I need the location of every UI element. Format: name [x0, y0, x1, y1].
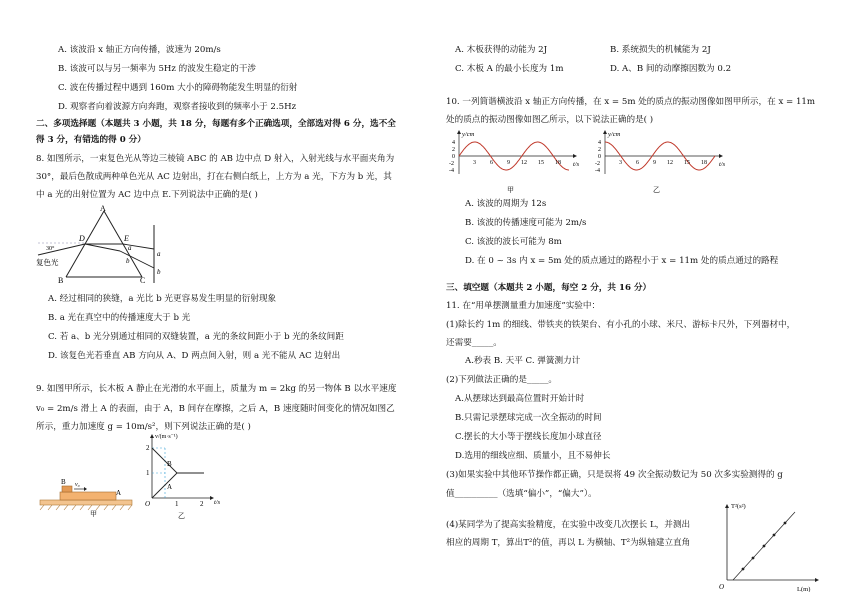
block-label-b: B: [61, 478, 66, 486]
q8-option-b: B. a 光在真空中的传播速度大于 b 光: [48, 313, 191, 323]
q8-stem-3: 中 a 光的出射位置为 AC 边中点 E.下列说法中正确的是( ): [36, 190, 258, 200]
vt-ytick-2: 2: [146, 444, 150, 452]
q11-line-4: A.秒表 B. 天平 C. 弹簧测力计: [465, 356, 581, 366]
q8-option-c: C. 若 a、b 光分别通过相同的双缝装置，a 光的条纹间距小于 b 光的条纹间距: [48, 332, 344, 342]
q9-option-d: D. A、B 间的动摩擦因数为 0.2: [610, 64, 732, 74]
section-3-title: 三、填空题（本题共 2 小题，每空 2 分，共 16 分）: [446, 283, 652, 293]
vib-yi-xtick-18: 18: [701, 160, 707, 166]
vt-ytick-1: 1: [146, 469, 150, 477]
q7-option-d: D. 观察者向着波源方向奔跑，观察者接收到的频率小于 2.5Hz: [58, 102, 297, 112]
q11-line-10: (3)如果实验中其他环节操作都正确，只是误将 49 次全振动数记为 50 次多实验测得的 g: [446, 470, 783, 480]
q7-option-c: C. 波在传播过程中遇到 160m 大小的障碍物能发生明显的衍射: [58, 83, 298, 93]
vib-yi-ylabel: y/cm: [608, 131, 621, 138]
q9-stem-2: v₀ = 2m/s 滑上 A 的表面，由于 A，B 间存在摩擦，之后 A，B 速度随时间变化的情况如图乙: [36, 404, 395, 414]
q11-line-8: C.摆长的大小等于摆线长度加小球直径: [455, 432, 602, 442]
prism-label-b2: b: [157, 268, 161, 276]
section-2-title: 二、多项选择题（本题共 3 小题，共 18 分，每题有多个正确选项，全部选对得 6 分，选不全: [36, 119, 396, 129]
prism-angle: 30°: [46, 246, 55, 252]
q10-option-d: D. 在 0 ~ 3s 内 x = 5m 处的质点通过的路程小于 x = 11m 处的质点通过的路程: [465, 256, 779, 266]
q11-line-2: (1)除长约 1m 的细线、带铁夹的铁架台、有小孔的小球、米尺、游标卡尺外，下列器材中，: [446, 320, 796, 330]
vt-origin: O: [145, 500, 151, 508]
prism-label-b1: b: [126, 257, 130, 265]
vt-graph: [140, 430, 240, 530]
q9-option-a: A. 木板获得的动能为 2J: [455, 45, 548, 55]
figure-caption-jia: 甲: [90, 510, 97, 518]
prism-label-c: C: [140, 276, 146, 285]
vib-jia-ytick-m4: -4: [449, 168, 454, 174]
vib-yi-ytick-m4: -4: [595, 168, 600, 174]
q11-line-6: A.从摆球达到最高位置时开始计时: [455, 394, 585, 404]
prism-light-label: 复色光: [36, 258, 59, 267]
vib-jia-ytick-0: 0: [452, 154, 455, 160]
q9-stem-1: 9. 如图甲所示，长木板 A 静止在光滑的水平面上，质量为 m = 2kg 的另一物体 B 以水平速度: [36, 384, 397, 394]
prism-figure: [36, 203, 176, 285]
vib-yi-xtick-9: 9: [653, 160, 656, 166]
block-label-a: A: [116, 489, 122, 497]
vib-jia-xtick-15: 15: [538, 160, 544, 166]
vib-yi-ytick-4: 4: [598, 140, 601, 146]
q8-stem-1: 8. 如图所示，一束复色光从等边三棱镜 ABC 的 AB 边中点 D 射入，入射光线与水平面夹角为: [36, 154, 395, 164]
t2-ylabel: T²(s²): [731, 503, 746, 510]
vib-caption-yi: 乙: [653, 186, 660, 194]
right-column: [435, 0, 860, 595]
q9-option-b: B. 系统损失的机械能为 2J: [610, 45, 711, 55]
vib-yi-ytick-m2: -2: [595, 161, 600, 167]
vt-label-b: B: [167, 460, 172, 468]
q9-option-c: C. 木板 A 的最小长度为 1m: [455, 64, 564, 74]
vib-jia-ylabel: y/cm: [462, 131, 475, 138]
vib-yi-xtick-3: 3: [619, 160, 622, 166]
q10-option-c: C. 该波的波长可能为 8m: [465, 237, 562, 247]
vib-yi-xlabel: t/s: [719, 161, 726, 168]
vt-xtick-2: 2: [200, 500, 204, 508]
vib-jia-xlabel: t/s: [573, 161, 580, 168]
figure-caption-yi: 乙: [178, 512, 185, 520]
vib-caption-jia: 甲: [507, 186, 514, 194]
q8-option-d: D. 该复色光若垂直 AB 方向从 A、D 两点间入射，则 a 光不能从 AC 边射出: [48, 351, 341, 361]
q11-line-1: 11. 在“用单摆测量重力加速度”实验中：: [446, 301, 601, 311]
q7-option-b: B. 该波可以与另一频率为 5Hz 的波发生稳定的干涉: [58, 64, 257, 74]
vib-jia-xtick-9: 9: [507, 160, 510, 166]
q10-option-b: B. 该波的传播速度可能为 2m/s: [465, 218, 587, 228]
block-label-v0: v₀: [75, 482, 80, 488]
vib-yi-ytick-0: 0: [598, 154, 601, 160]
vib-yi-ytick-2: 2: [598, 147, 601, 153]
q8-option-a: A. 经过相同的狭缝，a 光比 b 光更容易发生明显的衍射现象: [48, 294, 277, 304]
prism-label-a: A: [100, 204, 106, 213]
vib-yi-xtick-6: 6: [636, 160, 639, 166]
q11-line-7: B.只需记录摆球完成一次全振动的时间: [455, 413, 602, 423]
prism-label-b: B: [58, 276, 64, 285]
vib-jia-xtick-3: 3: [473, 160, 476, 166]
q10-stem-1: 10. 一列简谐横波沿 x 轴正方向传播，在 x = 5m 处的质点的振动图像如图甲所示，在 x = 11m: [446, 97, 816, 107]
q11-line-11: 值__________（选填“偏小”，“偏大”）。: [446, 489, 597, 499]
q8-stem-2: 30°，最后色散成两种单色光从 AC 边射出，打在右侧白纸上，上方为 a 光，下方为 b 光，其: [36, 172, 392, 182]
vt-xtick-1: 1: [175, 500, 179, 508]
section-2-title-cont: 得 3 分，有错选的得 0 分）: [36, 135, 146, 145]
q11-line-12: (4)某同学为了提高实验精度，在实验中改变几次摆长 L，并测出: [446, 520, 691, 530]
q7-option-a: A. 该波沿 x 轴正方向传播，波速为 20m/s: [58, 45, 221, 55]
q11-line-13: 相应的周期 T，算出T²的值，再以 L 为横轴、T²为纵轴建立直角: [446, 538, 691, 548]
q11-line-3: 还需要_____。: [446, 338, 502, 348]
vib-jia-xtick-18: 18: [555, 160, 561, 166]
q9-stem-3: 所示，重力加速度 g = 10m/s²，则下列说法正确的是( ): [36, 422, 251, 432]
vib-jia-ytick-m2: -2: [449, 161, 454, 167]
vt-ylabel: v/(m·s⁻¹): [155, 434, 178, 440]
vibration-graph-yi: [595, 130, 735, 196]
vib-jia-ytick-2: 2: [452, 147, 455, 153]
t2-xlabel: L(m): [797, 586, 811, 592]
vibration-graph-jia: [449, 130, 589, 196]
vib-yi-xtick-12: 12: [667, 160, 673, 166]
q10-stem-2: 处的质点的振动图像如图乙所示，以下说法正确的是( ): [446, 115, 654, 125]
left-column: [0, 0, 425, 595]
vt-label-a: A: [167, 483, 173, 491]
prism-label-a1: a: [128, 244, 132, 252]
vib-jia-ytick-4: 4: [452, 140, 455, 146]
q10-option-a: A. 该波的周期为 12s: [465, 199, 547, 209]
prism-label-d: D: [79, 234, 85, 243]
prism-label-a2: a: [157, 250, 161, 258]
vib-jia-xtick-12: 12: [521, 160, 527, 166]
q11-line-9: D.选用的细线应细、质量小，且不易伸长: [455, 451, 611, 461]
t2-l-graph: [715, 500, 825, 592]
vib-jia-xtick-6: 6: [490, 160, 493, 166]
prism-label-e: E: [124, 234, 129, 243]
vib-yi-xtick-15: 15: [684, 160, 690, 166]
board-block-figure: [36, 470, 136, 518]
q11-line-5: (2)下列做法正确的是_____。: [446, 375, 558, 385]
vt-xlabel: t/s: [214, 499, 221, 506]
t2-origin: O: [719, 583, 725, 591]
